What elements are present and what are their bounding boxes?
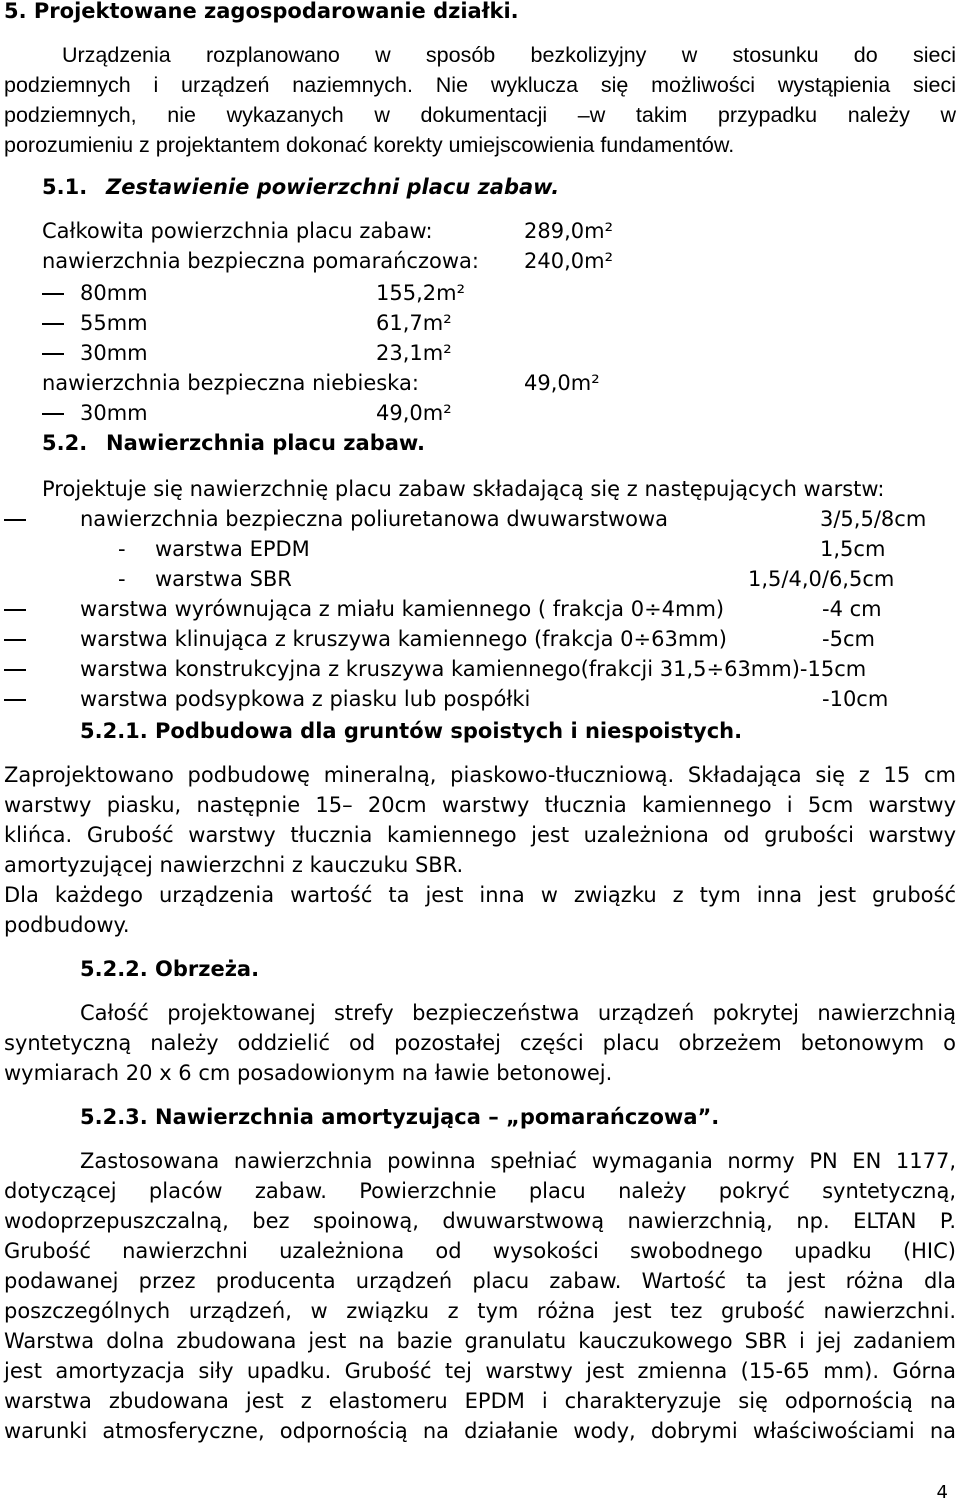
dash-bullet [4,669,26,671]
sub-label: warstwa SBR [155,567,292,591]
paragraph-line: jest amortyzacja siły upadku. Grubość tej warstwy jest zmienna (15-65 mm). Górna [4,1359,956,1383]
dash-bullet [4,519,26,521]
orange-item-value: 155,2m² [376,281,465,305]
paragraph-line: Całość projektowanej strefy bezpieczeństwa urządzeń pokrytej nawierzchnią [80,1001,956,1025]
orange-item [42,308,64,338]
layer-label: warstwa klinująca z kruszywa kamiennego (frakcja 0÷63mm) [80,627,727,651]
layer-label: warstwa podsypkowa z piasku lub pospółki [80,687,531,711]
orange-item-label: 30mm [80,341,148,365]
layer-value: -5cm [822,627,875,651]
section-heading: 5. Projektowane zagospodarowanie działki. [4,0,519,23]
paragraph-line: podawanej przez producenta urządzeń placu zabaw. Wartość ta jest różna dla [4,1269,956,1293]
total-value: 289,0m² [524,219,613,243]
layer-value: 3/5,5/8cm [820,507,927,531]
orange-item-label: 80mm [80,281,148,305]
blue-item-label: 30mm [80,401,148,425]
subsection-title: Zestawienie powierzchni placu zabaw. [106,175,560,199]
orange-value: 240,0m² [524,249,613,273]
paragraph-line: warstwa zbudowana jest z elastomeru EPDM i charakteryzuje się odpornością na [4,1389,956,1413]
orange-label: nawierzchnia bezpieczna pomarańczowa: [42,249,479,273]
page-number: 4 [936,1482,948,1503]
layer-text: warstwa konstrukcyjna z kruszywa kamiennego(frakcji 31,5÷63mm)-15cm [80,657,867,681]
paragraph-line: poszczególnych urządzeń, w związku z tym różna jest tez grubość nawierzchni. [4,1299,956,1323]
blue-label: nawierzchnia bezpieczna niebieska: [42,371,419,395]
orange-item-value: 23,1m² [376,341,452,365]
intro-line: Urządzenia rozplanowano w sposób bezkolizyjny w stosunku do sieci [62,43,956,67]
intro-line: porozumieniu z projektantem dokonać korekty umiejscowienia fundamentów. [4,133,735,157]
paragraph-line: warunki atmosferyczne, odpornością na działanie wody, dobrymi właściwościami na [4,1419,956,1443]
paragraph-line: Warstwa dolna zbudowana jest na bazie granulatu kauczukowego SBR i jej zadaniem [4,1329,956,1353]
sub-label: warstwa EPDM [155,537,310,561]
dash-bullet [4,699,26,701]
paragraph-line: Grubość nawierzchni uzależniona od wysokości swobodnego upadku (HIC) [4,1239,956,1263]
blue-item [42,398,64,428]
curbs-paragraph [4,998,956,1088]
foundation-paragraph [4,760,956,940]
subsection-title: Obrzeża. [155,957,260,981]
paragraph-line: Dla każdego urządzenia wartość ta jest inna w związku z tym inna jest grubość [4,883,956,907]
subsection-number: 5.2.2. [80,957,148,981]
subsection-title: Nawierzchnia placu zabaw. [106,431,425,455]
paragraph-line: Zastosowana nawierzchnia powinna spełniać wymagania normy PN EN 1177, [80,1149,956,1173]
layer-dash [4,594,26,624]
paragraph-line: podbudowy. [4,913,130,937]
paragraph-line: amortyzującej nawierzchni z kauczuku SBR. [4,853,464,877]
sub-dash: - [118,567,126,591]
dash-bullet [4,639,26,641]
subsection-title: Podbudowa dla gruntów spoistych i niespoistych. [155,719,743,743]
sub-value: 1,5/4,0/6,5cm [748,567,895,591]
subsection-number: 5.1. [42,175,88,199]
intro-line: podziemnych i urządzeń naziemnych. Nie wyklucza się możliwości wystąpienia sieci [4,73,956,97]
layer-label: nawierzchnia bezpieczna poliuretanowa dwuwarstwowa [80,507,669,531]
dash-bullet [4,609,26,611]
layer-dash [4,504,26,534]
sub-dash: - [118,537,126,561]
paragraph-line: warstwy piasku, następnie 15– 20cm warstwy tłucznia kamiennego i 5cm warstwy [4,793,956,817]
paragraph-line: wymiarach 20 x 6 cm posadowionym na ławie betonowej. [4,1061,613,1085]
intro-paragraph [4,40,956,160]
dash-bullet [42,353,64,355]
paragraph-line: wodoprzepuszczalną, bez spoinową, dwuwarstwową nawierzchnią, np. ELTAN P. [4,1209,956,1233]
orange-item-value: 61,7m² [376,311,452,335]
total-label: Całkowita powierzchnia placu zabaw: [42,219,433,243]
sub-value: 1,5cm [820,537,886,561]
intro-line: podziemnych, nie wykazanych w dokumentacji –w takim przypadku należy w [4,103,956,127]
blue-item-value: 49,0m² [376,401,452,425]
dash-bullet [42,413,64,415]
layer-dash [4,684,26,714]
subsection-number: 5.2.1. [80,719,148,743]
paragraph-line: klińca. Grubość warstwy tłucznia kamiennego jest uzależniona od grubości warstwy [4,823,956,847]
subsection-number: 5.2. [42,431,88,455]
surface-paragraph [4,1146,956,1446]
layers-intro: Projektuje się nawierzchnię placu zabaw składającą się z następujących warstw: [42,477,885,501]
layer-dash [4,624,26,654]
layer-value: -4 cm [822,597,882,621]
paragraph-line: syntetyczną należy oddzielić od pozostałej części placu obrzeżem betonowym o [4,1031,956,1055]
orange-item-label: 55mm [80,311,148,335]
layer-label: warstwa wyrównująca z miału kamiennego ( frakcja 0÷4mm) [80,597,725,621]
orange-item [42,278,64,308]
dash-bullet [42,293,64,295]
subsection-number: 5.2.3. [80,1105,148,1129]
layer-value: -10cm [822,687,889,711]
paragraph-line: dotyczącej placów zabaw. Powierzchnie placu należy pokryć syntetyczną, [4,1179,956,1203]
blue-value: 49,0m² [524,371,600,395]
dash-bullet [42,323,64,325]
subsection-title: Nawierzchnia amortyzująca – „pomarańczowa”. [155,1105,720,1129]
layer-dash [4,654,26,684]
orange-item [42,338,64,368]
paragraph-line: Zaprojektowano podbudowę mineralną, piaskowo-tłuczniową. Składająca się z 15 cm [4,763,956,787]
